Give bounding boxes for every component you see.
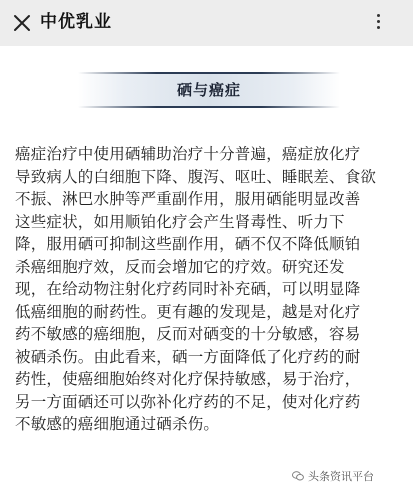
article-line: 导致病人的白细胞下降、腹泻、呕吐、睡眠差、食欲 <box>15 167 377 186</box>
article-line: 癌症治疗中使用硒辅助治疗十分普遍，癌症放化疗 <box>15 145 361 163</box>
article-line: 这些症状，如用顺铂化疗会产生肾毒性、听力下 <box>15 212 345 231</box>
article-line: 现，在给动物注射化疗药同时补充硒，可以明显降 <box>15 280 361 298</box>
article-line: 药性，使癌细胞始终对化疗保持敏感，易于治疗， <box>15 370 361 388</box>
article-body <box>15 143 403 436</box>
article-line: 杀癌细胞疗效，反而会增加它的疗效。研究还发 <box>15 257 345 276</box>
article-heading: 硒与癌症 <box>176 81 241 99</box>
heading-banner <box>78 72 340 108</box>
watermark-text: 头条资讯平台 <box>308 470 374 483</box>
page-title: 中优乳业 <box>40 12 112 32</box>
wechat-icon <box>292 471 304 481</box>
more-button[interactable] <box>373 14 383 34</box>
close-button[interactable] <box>12 12 32 34</box>
article-line: 降，服用硒可抑制这些副作用，硒不仅不降低顺铂 <box>15 235 361 253</box>
watermark <box>292 468 374 486</box>
top-bar <box>0 0 413 46</box>
article-line: 另一方面硒还可以弥补化疗药的不足，使对化疗药 <box>15 392 361 411</box>
more-vertical-icon <box>373 14 383 29</box>
article-line: 药不敏感的癌细胞，反而对硒变的十分敏感，容易 <box>15 325 361 343</box>
close-icon <box>12 12 32 34</box>
article-line: 不振、淋巴水肿等严重副作用，服用硒能明显改善 <box>15 190 361 208</box>
article-line: 不敏感的癌细胞通过硒杀伤。 <box>15 415 220 433</box>
article-line: 低癌细胞的耐药性。更有趣的发现是，越是对化疗 <box>15 302 361 321</box>
article-line: 被硒杀伤。由此看来，硒一方面降低了化疗药的耐 <box>15 347 361 366</box>
article-content <box>0 46 413 489</box>
